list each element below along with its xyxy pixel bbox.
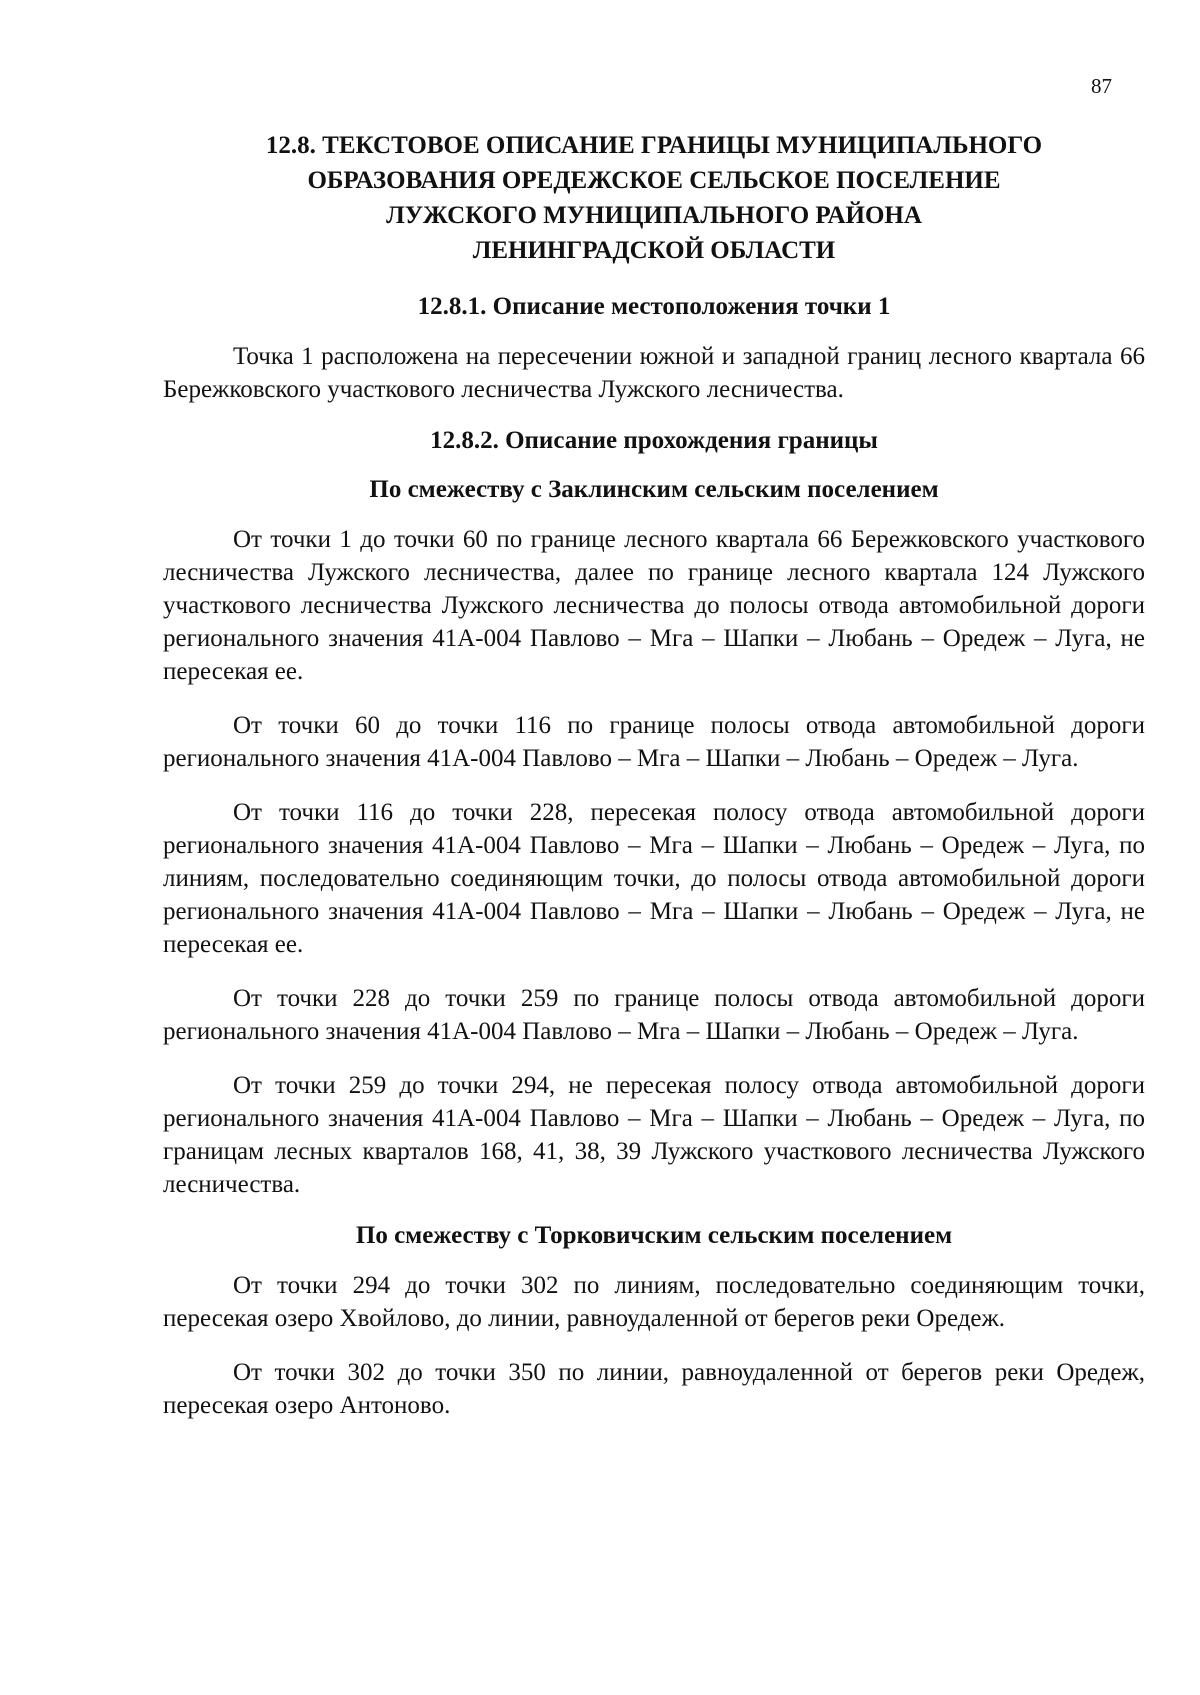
page-number: 87 (1091, 74, 1112, 98)
paragraph: От точки 1 до точки 60 по границе лесного квартала 66 Бережковского участкового лесничества Лужского лесничества, далее по границе лесного квартала 124 Лужского участкового лесничества Лужского лесничества до полосы отвода автомобильной дороги регионального значения 41А-004 Павлово – Мга – Шапки – Любань – Оредеж – Луга, не пересекая ее. (163, 526, 1145, 685)
paragraph: От точки 116 до точки 228, пересекая полосу отвода автомобильной дороги регионального значения 41А-004 Павлово – Мга – Шапки – Любань – Оредеж – Луга, по линиям, последовательно соединяющим точки, до полосы отвода автомобильной дороги регионального значения 41А-004 Павлово – Мга – Шапки – Любань – Оредеж – Луга, не пересекая ее. (163, 799, 1145, 958)
subsection-heading-zaklinskoe: По смежеству с Заклинским сельским поселением (369, 476, 939, 503)
title-line: 12.8. ТЕКСТОВОЕ ОПИСАНИЕ ГРАНИЦЫ МУНИЦИПАЛЬНОГО (265, 132, 1043, 159)
paragraph: Точка 1 расположена на пересечении южной и западной границ лесного квартала 66 Бережковского участкового лесничества Лужского лесничества. (163, 343, 1145, 403)
title-line: ОБРАЗОВАНИЯ ОРЕДЕЖСКОЕ СЕЛЬСКОЕ ПОСЕЛЕНИЕ (307, 167, 1001, 194)
title-line: ЛЕНИНГРАДСКОЙ ОБЛАСТИ (472, 237, 836, 264)
paragraph: От точки 302 до точки 350 по линии, равноудаленной от берегов реки Оредеж, пересекая озеро Антоново. (163, 1359, 1145, 1419)
section-heading-boundary: 12.8.2. Описание прохождения границы (430, 427, 878, 454)
paragraph: От точки 259 до точки 294, не пересекая полосу отвода автомобильной дороги регионального значения 41А-004 Павлово – Мга – Шапки – Любань – Оредеж – Луга, по границам лесных кварталов 168, 41, 38, 39 Лужского участкового лесничества Лужского лесничества. (163, 1072, 1145, 1198)
paragraph: От точки 60 до точки 116 по границе полосы отвода автомобильной дороги регионального значения 41А-004 Павлово – Мга – Шапки – Любань – Оредеж – Луга. (163, 712, 1145, 772)
section-heading-point-location: 12.8.1. Описание местоположения точки 1 (417, 293, 891, 320)
subsection-heading-torkovichskoe: По смежеству с Торковичским сельским поселением (355, 1222, 953, 1249)
paragraph: От точки 294 до точки 302 по линиям, последовательно соединяющим точки, пересекая озеро Хвойлово, до линии, равноудаленной от берегов реки Оредеж. (163, 1272, 1145, 1332)
title-line: ЛУЖСКОГО МУНИЦИПАЛЬНОГО РАЙОНА (386, 202, 922, 229)
paragraph: От точки 228 до точки 259 по границе полосы отвода автомобильной дороги регионального значения 41А-004 Павлово – Мга – Шапки – Любань – Оредеж – Луга. (163, 985, 1145, 1045)
document-title (163, 128, 1145, 268)
document-body (163, 128, 1145, 1422)
